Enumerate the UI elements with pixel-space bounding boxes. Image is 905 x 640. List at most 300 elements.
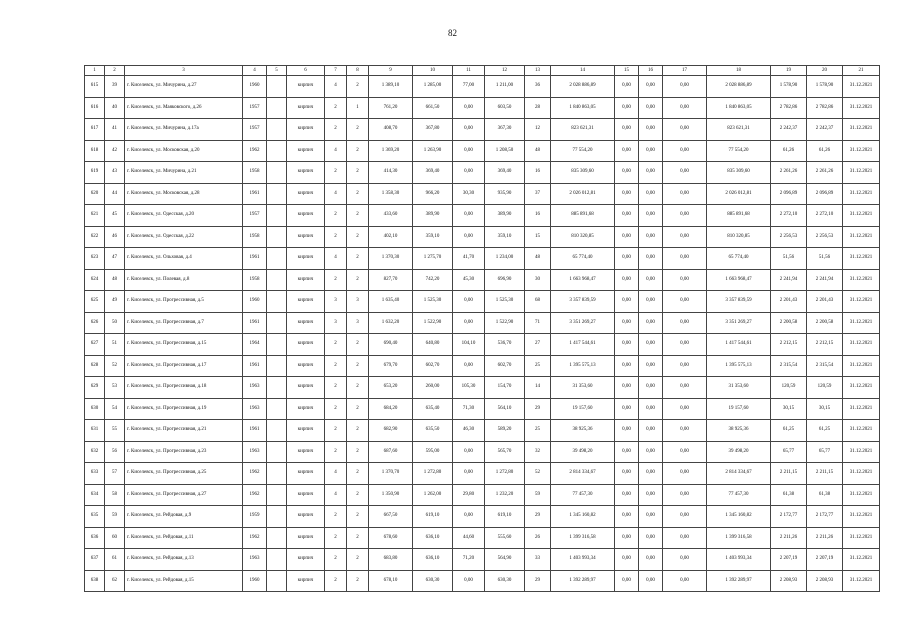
table-cell: 31.12.2021 <box>843 506 880 528</box>
table-cell: 1 840 863,05 <box>707 97 771 119</box>
table-cell: 678,60 <box>369 527 413 549</box>
table-cell: 696,90 <box>485 269 525 291</box>
table-cell: 0,00 <box>453 441 485 463</box>
table-cell: 564,10 <box>485 398 525 420</box>
column-header: 1 <box>85 66 105 76</box>
table-cell: 0,00 <box>615 334 639 356</box>
table-cell: 1 272,80 <box>485 463 525 485</box>
table-cell: 653,20 <box>369 377 413 399</box>
table-cell: 71,30 <box>453 398 485 420</box>
table-cell: 2 256,53 <box>771 226 807 248</box>
table-cell: 636,10 <box>413 527 453 549</box>
table-cell: 30 <box>525 269 551 291</box>
table-cell: 2 207,19 <box>771 549 807 571</box>
table-cell: 1 232,20 <box>485 484 525 506</box>
table-cell: 1 263,90 <box>413 140 453 162</box>
table-row <box>85 248 880 270</box>
table-cell: 359,10 <box>485 226 525 248</box>
table-cell: 1961 <box>243 355 267 377</box>
table-cell: 1 350,90 <box>369 484 413 506</box>
table-cell: 2 <box>347 377 369 399</box>
table-row <box>85 355 880 377</box>
table-cell: 634 <box>85 484 105 506</box>
table-cell: кирпич <box>287 76 325 98</box>
table-cell: 0,00 <box>639 140 663 162</box>
table-cell: 1961 <box>243 183 267 205</box>
table-cell: 602,70 <box>485 355 525 377</box>
table-cell: 1 522,90 <box>413 312 453 334</box>
table-cell <box>267 420 287 442</box>
table-cell: 61,26 <box>807 140 843 162</box>
table-cell <box>267 312 287 334</box>
table-cell: кирпич <box>287 162 325 184</box>
table-cell: 61,38 <box>807 484 843 506</box>
table-cell: 1 417 544,61 <box>707 334 771 356</box>
table-cell: 0,00 <box>663 183 707 205</box>
table-cell: 31.12.2021 <box>843 355 880 377</box>
table-cell: 2 <box>347 549 369 571</box>
table-cell: 31.12.2021 <box>843 312 880 334</box>
table-row <box>85 549 880 571</box>
table-cell: 414,30 <box>369 162 413 184</box>
table-cell: 0,00 <box>615 355 639 377</box>
column-header: 13 <box>525 66 551 76</box>
table-cell: 687,60 <box>369 441 413 463</box>
table-cell: 31 353,60 <box>551 377 615 399</box>
table-cell: 3 351 269,27 <box>551 312 615 334</box>
table-cell: 29,80 <box>453 484 485 506</box>
table-cell: 0,00 <box>453 570 485 592</box>
table-cell: 0,00 <box>639 377 663 399</box>
table-cell: 0,00 <box>663 140 707 162</box>
table-row <box>85 506 880 528</box>
table-cell: 1958 <box>243 226 267 248</box>
table-cell: кирпич <box>287 269 325 291</box>
table-cell: 77,00 <box>453 76 485 98</box>
table-cell: 635 <box>85 506 105 528</box>
table-cell: 835 309,60 <box>551 162 615 184</box>
column-header: 10 <box>413 66 453 76</box>
table-cell: 682,90 <box>369 420 413 442</box>
table-row <box>85 463 880 485</box>
address-cell: г. Киселевск, ул. Мичурина, д.17а <box>125 119 243 141</box>
table-cell: 619 <box>85 162 105 184</box>
table-cell: 628 <box>85 355 105 377</box>
table-cell: 0,00 <box>639 570 663 592</box>
table-cell: 61,25 <box>771 420 807 442</box>
table-cell <box>267 162 287 184</box>
table-cell: 1961 <box>243 312 267 334</box>
table-cell: 2 028 886,89 <box>551 76 615 98</box>
address-cell: г. Киселевск, ул. Прогрессивная, д.15 <box>125 334 243 356</box>
table-cell: 4 <box>325 248 347 270</box>
table-cell: 935,90 <box>485 183 525 205</box>
table-cell: 12 <box>525 119 551 141</box>
table-cell: 369,40 <box>413 162 453 184</box>
table-cell: 38 925,36 <box>551 420 615 442</box>
table-cell: 1963 <box>243 377 267 399</box>
table-cell: 636 <box>85 527 105 549</box>
table-cell: кирпич <box>287 312 325 334</box>
table-cell <box>267 377 287 399</box>
table-cell: 1 632,20 <box>369 312 413 334</box>
table-cell: 0,00 <box>639 441 663 463</box>
table-cell: 616 <box>85 97 105 119</box>
table-cell: 0,00 <box>663 570 707 592</box>
table-cell: 2 <box>325 355 347 377</box>
table-cell: 0,00 <box>615 398 639 420</box>
table-cell: 25 <box>525 355 551 377</box>
table-cell: 48 <box>105 269 125 291</box>
table-cell: 602,70 <box>413 355 453 377</box>
table-cell: 0,00 <box>453 291 485 313</box>
table-cell: 2 <box>347 355 369 377</box>
table-cell <box>267 527 287 549</box>
table-cell: 2 211,15 <box>807 463 843 485</box>
table-cell: 2 315,54 <box>771 355 807 377</box>
table-cell: 1 345 160,82 <box>707 506 771 528</box>
table-cell: кирпич <box>287 377 325 399</box>
column-header: 16 <box>639 66 663 76</box>
table-cell: 120,59 <box>807 377 843 399</box>
table-cell: 1 208,50 <box>485 140 525 162</box>
table-cell: 1 403 993,34 <box>707 549 771 571</box>
table-cell <box>267 183 287 205</box>
table-cell: 68 <box>525 291 551 313</box>
address-cell: г. Киселевск, ул. Маяковского, д.26 <box>125 97 243 119</box>
table-cell <box>267 484 287 506</box>
table-cell: 0,00 <box>663 334 707 356</box>
table-cell: 30,15 <box>807 398 843 420</box>
table-cell: 14 <box>525 377 551 399</box>
table-body <box>85 76 880 592</box>
table-cell: 0,00 <box>639 269 663 291</box>
table-row <box>85 312 880 334</box>
table-cell: 45 <box>105 205 125 227</box>
table-cell: 42 <box>105 140 125 162</box>
table-cell: кирпич <box>287 355 325 377</box>
table-cell: 2 172,77 <box>807 506 843 528</box>
table-cell: 0,00 <box>453 205 485 227</box>
column-header: 5 <box>267 66 287 76</box>
table-cell: 635,50 <box>413 420 453 442</box>
table-cell: 0,00 <box>663 97 707 119</box>
address-cell: г. Киселевск, ул. Прогрессивная, д.25 <box>125 463 243 485</box>
table-cell: 31.12.2021 <box>843 441 880 463</box>
table-cell: 621 <box>85 205 105 227</box>
table-cell: 31.12.2021 <box>843 549 880 571</box>
table-cell: 2 211,26 <box>807 527 843 549</box>
table-cell: 615 <box>85 76 105 98</box>
table-cell: 0,00 <box>663 162 707 184</box>
table-cell: 2 <box>325 398 347 420</box>
table-cell: 2 <box>325 527 347 549</box>
table-cell <box>267 355 287 377</box>
table-cell: 39 <box>105 76 125 98</box>
table-cell: 2 211,26 <box>771 527 807 549</box>
table-cell: 0,00 <box>663 226 707 248</box>
table-cell: 2 <box>347 506 369 528</box>
table-cell: 59 <box>105 506 125 528</box>
table-cell: 1 211,00 <box>485 76 525 98</box>
table-cell: 1 389,10 <box>369 76 413 98</box>
table-cell: 1 345 160,82 <box>551 506 615 528</box>
table-cell: кирпич <box>287 97 325 119</box>
table-cell: 885 891,68 <box>551 205 615 227</box>
table-cell: 1960 <box>243 76 267 98</box>
address-cell: г. Киселевск, ул. Московская, д.20 <box>125 140 243 162</box>
table-cell: 2 <box>325 269 347 291</box>
table-row <box>85 269 880 291</box>
address-cell: г. Киселевск, ул. Одесская, д.22 <box>125 226 243 248</box>
table-cell: 555,60 <box>485 527 525 549</box>
table-cell: 19 157,60 <box>707 398 771 420</box>
table-cell: 2 <box>325 441 347 463</box>
table-cell <box>267 97 287 119</box>
table-cell: 2 212,15 <box>771 334 807 356</box>
table-cell: 104,10 <box>453 334 485 356</box>
table-cell: 0,00 <box>453 119 485 141</box>
table-cell: 0,00 <box>615 549 639 571</box>
table-cell: 37 <box>525 183 551 205</box>
table-cell: 0,00 <box>663 549 707 571</box>
table-cell: 369,40 <box>485 162 525 184</box>
table-cell: 667,50 <box>369 506 413 528</box>
table-cell: 61,26 <box>771 140 807 162</box>
table-cell: кирпич <box>287 441 325 463</box>
table-cell: 16 <box>525 205 551 227</box>
table-cell: 1 370,70 <box>369 463 413 485</box>
column-header: 19 <box>771 66 807 76</box>
table-cell: 2 200,58 <box>771 312 807 334</box>
table-cell: 0,00 <box>639 549 663 571</box>
table-cell: 31.12.2021 <box>843 334 880 356</box>
table-cell: 43 <box>105 162 125 184</box>
table-cell: 0,00 <box>663 527 707 549</box>
table-cell: 3 <box>325 312 347 334</box>
table-cell: 38 925,36 <box>707 420 771 442</box>
table-cell: 635,40 <box>413 398 453 420</box>
table-cell: 1 578,90 <box>807 76 843 98</box>
table-cell: 1 840 863,05 <box>551 97 615 119</box>
table-cell: 4 <box>325 463 347 485</box>
column-number-row <box>85 66 880 76</box>
column-header: 15 <box>615 66 639 76</box>
table-cell <box>267 269 287 291</box>
table-cell: 32 <box>525 441 551 463</box>
table-cell: 1962 <box>243 527 267 549</box>
table-cell: 2 <box>347 162 369 184</box>
address-cell: г. Киселевск, ул. Прогрессивная, д.17 <box>125 355 243 377</box>
table-cell: 640,80 <box>413 334 453 356</box>
table-cell <box>267 334 287 356</box>
table-cell: кирпич <box>287 420 325 442</box>
table-cell: 408,70 <box>369 119 413 141</box>
table-cell: 71,20 <box>453 549 485 571</box>
table-row <box>85 76 880 98</box>
table-cell: 0,00 <box>639 162 663 184</box>
table-cell: 629 <box>85 377 105 399</box>
table-cell: 1 392 289,97 <box>551 570 615 592</box>
table-cell: 0,00 <box>615 527 639 549</box>
table-cell: 0,00 <box>615 76 639 98</box>
table-cell: 77 554,20 <box>707 140 771 162</box>
table-cell: 3 357 839,59 <box>707 291 771 313</box>
table-cell: 46 <box>105 226 125 248</box>
table-cell: 1 403 993,34 <box>551 549 615 571</box>
column-header: 11 <box>453 66 485 76</box>
table-cell: 2 207,19 <box>807 549 843 571</box>
table-cell: 2 242,37 <box>807 119 843 141</box>
table-cell: 618 <box>85 140 105 162</box>
table-cell: 154,70 <box>485 377 525 399</box>
table-cell: кирпич <box>287 527 325 549</box>
table-cell: 0,00 <box>615 441 639 463</box>
table-cell: 19 157,60 <box>551 398 615 420</box>
table-cell: 1 635,40 <box>369 291 413 313</box>
table-cell: 0,00 <box>639 205 663 227</box>
table-cell: 1 392 289,97 <box>707 570 771 592</box>
table-row <box>85 97 880 119</box>
table-cell: 630 <box>85 398 105 420</box>
table-cell: кирпич <box>287 205 325 227</box>
table-cell: 0,00 <box>615 484 639 506</box>
table-cell: 1961 <box>243 420 267 442</box>
address-cell: г. Киселевск, ул. Рейдовая, д.11 <box>125 527 243 549</box>
table-cell: 389,90 <box>485 205 525 227</box>
table-row <box>85 291 880 313</box>
table-cell: 1960 <box>243 570 267 592</box>
table-cell: 2 782,86 <box>807 97 843 119</box>
table-cell: 810 320,85 <box>551 226 615 248</box>
table-cell: 619,10 <box>413 506 453 528</box>
table-cell: 633 <box>85 463 105 485</box>
table-cell: 2 <box>347 484 369 506</box>
table-cell: 31.12.2021 <box>843 291 880 313</box>
table-cell: 2 242,37 <box>771 119 807 141</box>
table-cell <box>267 205 287 227</box>
table-cell: 2 096,89 <box>807 183 843 205</box>
table-cell: 0,00 <box>453 312 485 334</box>
column-header: 4 <box>243 66 267 76</box>
table-cell: 630,30 <box>485 570 525 592</box>
table-cell: 31.12.2021 <box>843 570 880 592</box>
table-cell: 2 211,15 <box>771 463 807 485</box>
table-cell: 2 <box>325 570 347 592</box>
address-cell: г. Киселевск, ул. Прогрессивная, д.19 <box>125 398 243 420</box>
table-cell: 617 <box>85 119 105 141</box>
table-cell: 41,70 <box>453 248 485 270</box>
table-cell: 65,77 <box>807 441 843 463</box>
table-cell: 683,80 <box>369 549 413 571</box>
table-cell: 2 <box>347 248 369 270</box>
table-cell: 0,00 <box>663 119 707 141</box>
table-cell: 0,00 <box>453 97 485 119</box>
address-cell: г. Киселевск, ул. Мичурина, д.21 <box>125 162 243 184</box>
table-cell: 2 <box>347 398 369 420</box>
table-cell: 564,90 <box>485 549 525 571</box>
table-cell: 433,60 <box>369 205 413 227</box>
table-cell: 31.12.2021 <box>843 183 880 205</box>
column-header: 18 <box>707 66 771 76</box>
table-cell: 630,30 <box>413 570 453 592</box>
table-cell: 31.12.2021 <box>843 420 880 442</box>
table-cell: 0,00 <box>615 420 639 442</box>
table-cell: 2 272,10 <box>771 205 807 227</box>
table-cell: 53 <box>105 377 125 399</box>
table-cell: 2 208,93 <box>807 570 843 592</box>
table-cell: 65 774,40 <box>707 248 771 270</box>
table-cell: 61 <box>105 549 125 571</box>
table-cell <box>267 549 287 571</box>
table-cell: 2 <box>347 76 369 98</box>
table-cell: 0,00 <box>663 377 707 399</box>
table-cell: 625 <box>85 291 105 313</box>
table-cell: 1957 <box>243 205 267 227</box>
table-cell: 0,00 <box>615 570 639 592</box>
table-cell: 2 241,94 <box>771 269 807 291</box>
table-row <box>85 183 880 205</box>
table-cell: 2 <box>347 205 369 227</box>
table-cell: 1958 <box>243 162 267 184</box>
table-cell: кирпич <box>287 549 325 571</box>
table-cell: 0,00 <box>639 248 663 270</box>
table-cell: 0,00 <box>663 291 707 313</box>
table-cell: 3 357 839,59 <box>551 291 615 313</box>
table-cell: 46,30 <box>453 420 485 442</box>
table-row <box>85 334 880 356</box>
table-cell: 1 370,30 <box>369 248 413 270</box>
table-cell: 0,00 <box>615 291 639 313</box>
table-cell: кирпич <box>287 140 325 162</box>
table-cell: 55 <box>105 420 125 442</box>
table-cell: 31.12.2021 <box>843 205 880 227</box>
table-cell: 0,00 <box>639 226 663 248</box>
table-cell: 589,20 <box>485 420 525 442</box>
table-cell: кирпич <box>287 119 325 141</box>
table-cell: 1 262,00 <box>413 484 453 506</box>
table-cell: 31.12.2021 <box>843 76 880 98</box>
table-cell <box>267 76 287 98</box>
table-cell: 2 <box>325 377 347 399</box>
table-cell: 603,50 <box>485 97 525 119</box>
table-cell: 2 261,26 <box>807 162 843 184</box>
table-cell: 0,00 <box>663 506 707 528</box>
table-cell: 1961 <box>243 248 267 270</box>
table-cell: 3 <box>325 291 347 313</box>
table-cell: 0,00 <box>663 205 707 227</box>
table-cell: 31.12.2021 <box>843 463 880 485</box>
address-cell: г. Киселевск, ул. Прогрессивная, д.21 <box>125 420 243 442</box>
column-header: 12 <box>485 66 525 76</box>
table-cell: 661,50 <box>413 97 453 119</box>
table-row <box>85 420 880 442</box>
table-cell: 2 814 334,67 <box>707 463 771 485</box>
table-cell: 31.12.2021 <box>843 527 880 549</box>
table-cell: 26 <box>525 527 551 549</box>
table-cell: 0,00 <box>639 420 663 442</box>
table-row <box>85 226 880 248</box>
table-cell: 30,15 <box>771 398 807 420</box>
table-cell <box>267 506 287 528</box>
table-cell: 827,70 <box>369 269 413 291</box>
table-cell: 54 <box>105 398 125 420</box>
table-cell: 2 814 334,67 <box>551 463 615 485</box>
table-cell: 595,00 <box>413 441 453 463</box>
table-cell: 0,00 <box>453 162 485 184</box>
table-cell <box>267 441 287 463</box>
table-cell: 0,00 <box>453 463 485 485</box>
